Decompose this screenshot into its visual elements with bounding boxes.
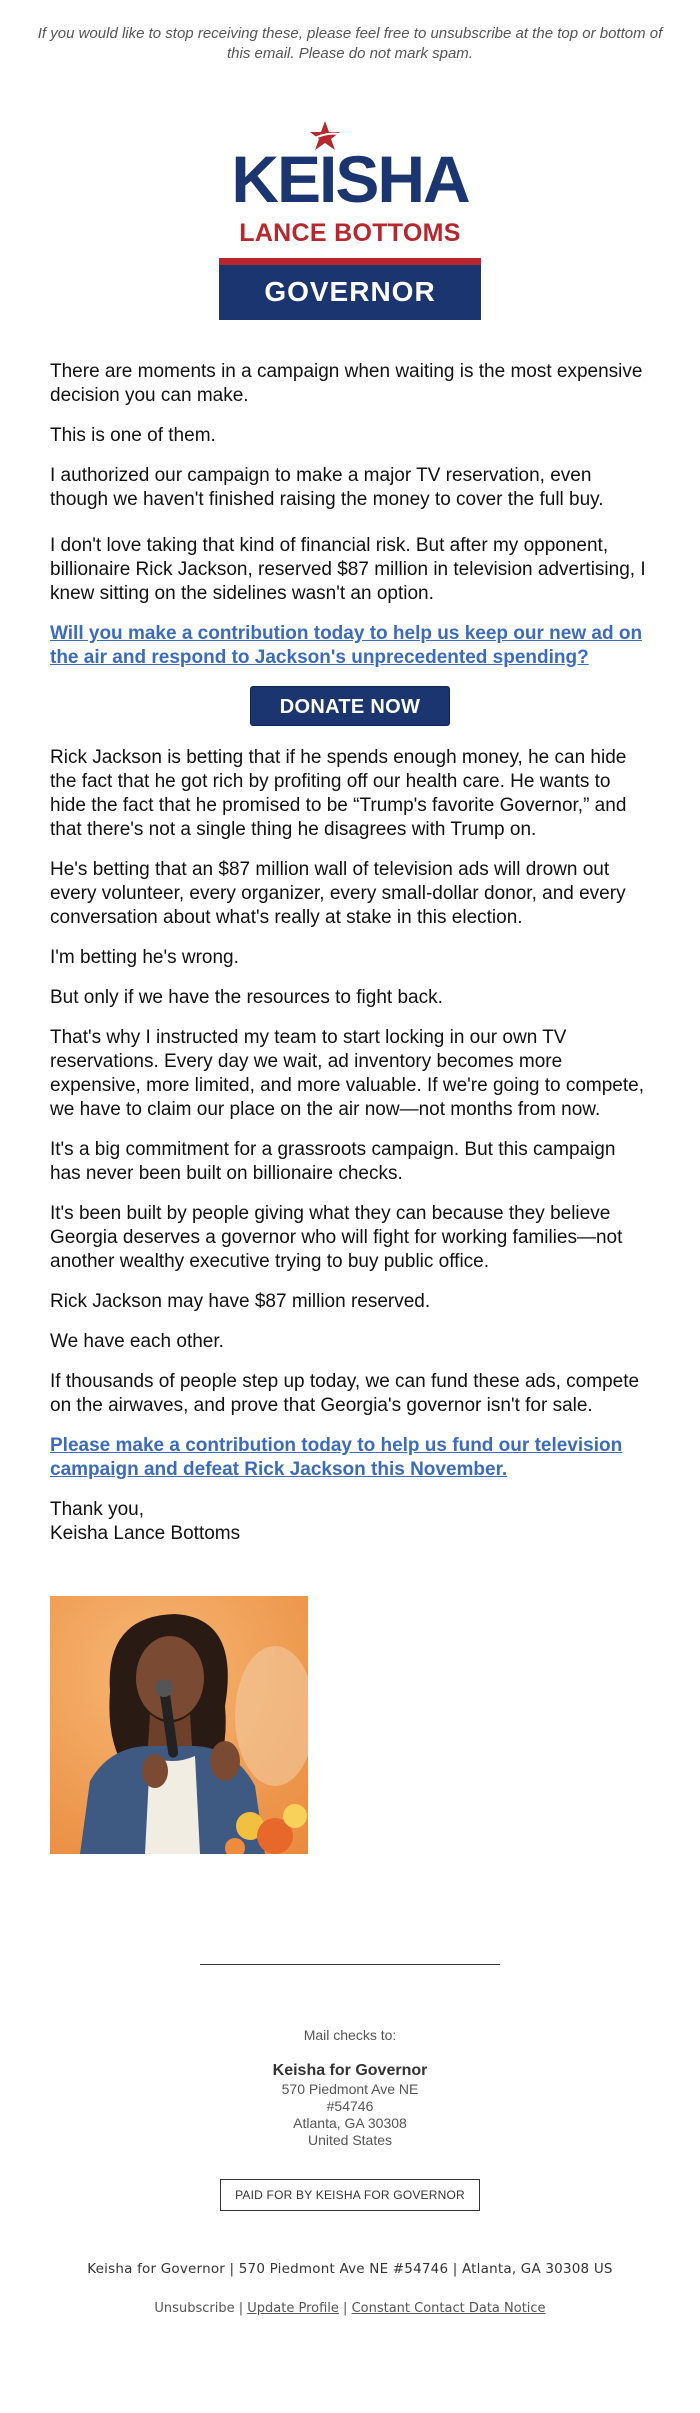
paid-for-container	[0, 2179, 700, 2211]
paid-for-disclaimer: PAID FOR BY KEISHA FOR GOVERNOR	[220, 2179, 480, 2211]
body-paragraph: I'm betting he's wrong.	[50, 947, 239, 968]
footer-links	[0, 2301, 700, 2316]
donate-container	[50, 686, 650, 726]
footer-separator: |	[238, 2301, 244, 2316]
address-street: 570 Piedmont Ave NE	[281, 2081, 419, 2097]
contribution-link-2[interactable]: Please make a contribution today to help us fund our television campaign and defeat Rick Jackson this November.	[50, 1435, 623, 1480]
candidate-photo	[50, 1596, 308, 1854]
campaign-logo	[219, 120, 481, 320]
body-paragraph: If thousands of people step up today, we can fund these ads, compete on the airwaves, and prove that Georgia's governor isn't for sale.	[50, 1371, 640, 1416]
unsubscribe-link[interactable]: Unsubscribe	[154, 2301, 235, 2316]
mail-checks-label: Mail checks to:	[303, 2027, 397, 2043]
logo-lance-bottoms: LANCE BOTTOMS	[239, 219, 461, 247]
body-paragraph: There are moments in a campaign when waiting is the most expensive decision you can make.	[50, 361, 643, 406]
body-paragraph: I authorized our campaign to make a major TV reservation, even though we haven't finished raising the money to cover the full buy.	[50, 465, 604, 510]
body-paragraph: I don't love taking that kind of financial risk. But after my opponent, billionaire Rick Jackson, reserved $87 million in television advertising, I knew sitting on the sidelines wasn't an option.	[50, 535, 646, 604]
contribution-link[interactable]: Will you make a contribution today to help us keep our new ad on the air and respond to Jackson's unprecedented spending?	[50, 623, 643, 668]
email-body	[50, 360, 650, 1546]
address-suite: #54746	[326, 2098, 374, 2114]
body-paragraph: It's a big commitment for a grassroots campaign. But this campaign has never been built on billionaire checks.	[50, 1139, 616, 1184]
donate-now-button[interactable]: DONATE NOW	[250, 686, 450, 726]
body-paragraph: We have each other.	[50, 1331, 224, 1352]
mailing-address	[0, 2061, 700, 2149]
footer-address: Keisha for Governor | 570 Piedmont Ave NE #54746 | Atlanta, GA 30308 US	[87, 2261, 613, 2277]
body-paragraph: But only if we have the resources to fight back.	[50, 987, 443, 1008]
body-paragraph: Rick Jackson may have $87 million reserved.	[50, 1291, 431, 1312]
logo-governor: GOVERNOR	[264, 276, 436, 307]
body-paragraph: Rick Jackson is betting that if he spends enough money, he can hide the fact that he got rich by profiting off our health care. He wants to hide the fact that he promised to be “Trump's favorite Governor,” and that there's not a single thing he disagrees with Trump on.	[50, 747, 627, 840]
address-country: United States	[307, 2132, 393, 2148]
body-paragraph: It's been built by people giving what they can because they believe Georgia deserves a governor who will fight for working families—not another wealthy executive trying to buy public office.	[50, 1203, 623, 1272]
address-city: Atlanta, GA 30308	[293, 2115, 407, 2131]
address-org: Keisha for Governor	[272, 2062, 428, 2079]
body-paragraph: That's why I instructed my team to start locking in our own TV reservations. Every day we wait, ad inventory becomes more expensive, more limited, and more valuable. If we're going to compete, we have to claim our place on the air now—not months from now.	[50, 1027, 644, 1120]
body-paragraph: He's betting that an $87 million wall of television ads will drown out every volunteer, every organizer, every small-dollar donor, and every conversation about what's really at stake in this election.	[50, 859, 626, 928]
signature: Keisha Lance Bottoms	[50, 1523, 241, 1544]
closing: Thank you,	[50, 1499, 144, 1520]
body-paragraph: This is one of them.	[50, 425, 216, 446]
logo-governor-bar	[219, 258, 481, 320]
divider	[200, 1964, 500, 1965]
logo-keisha: KEISHA	[231, 142, 469, 216]
candidate-photo-image	[50, 1596, 308, 1854]
data-notice-link[interactable]: Constant Contact Data Notice	[351, 2301, 546, 2316]
update-profile-link[interactable]: Update Profile	[247, 2301, 339, 2316]
preheader-text: If you would like to stop receiving these, please feel free to unsubscribe at the top or bottom of this email. Please do not mark spam.	[37, 25, 663, 62]
footer-separator: |	[343, 2301, 348, 2316]
